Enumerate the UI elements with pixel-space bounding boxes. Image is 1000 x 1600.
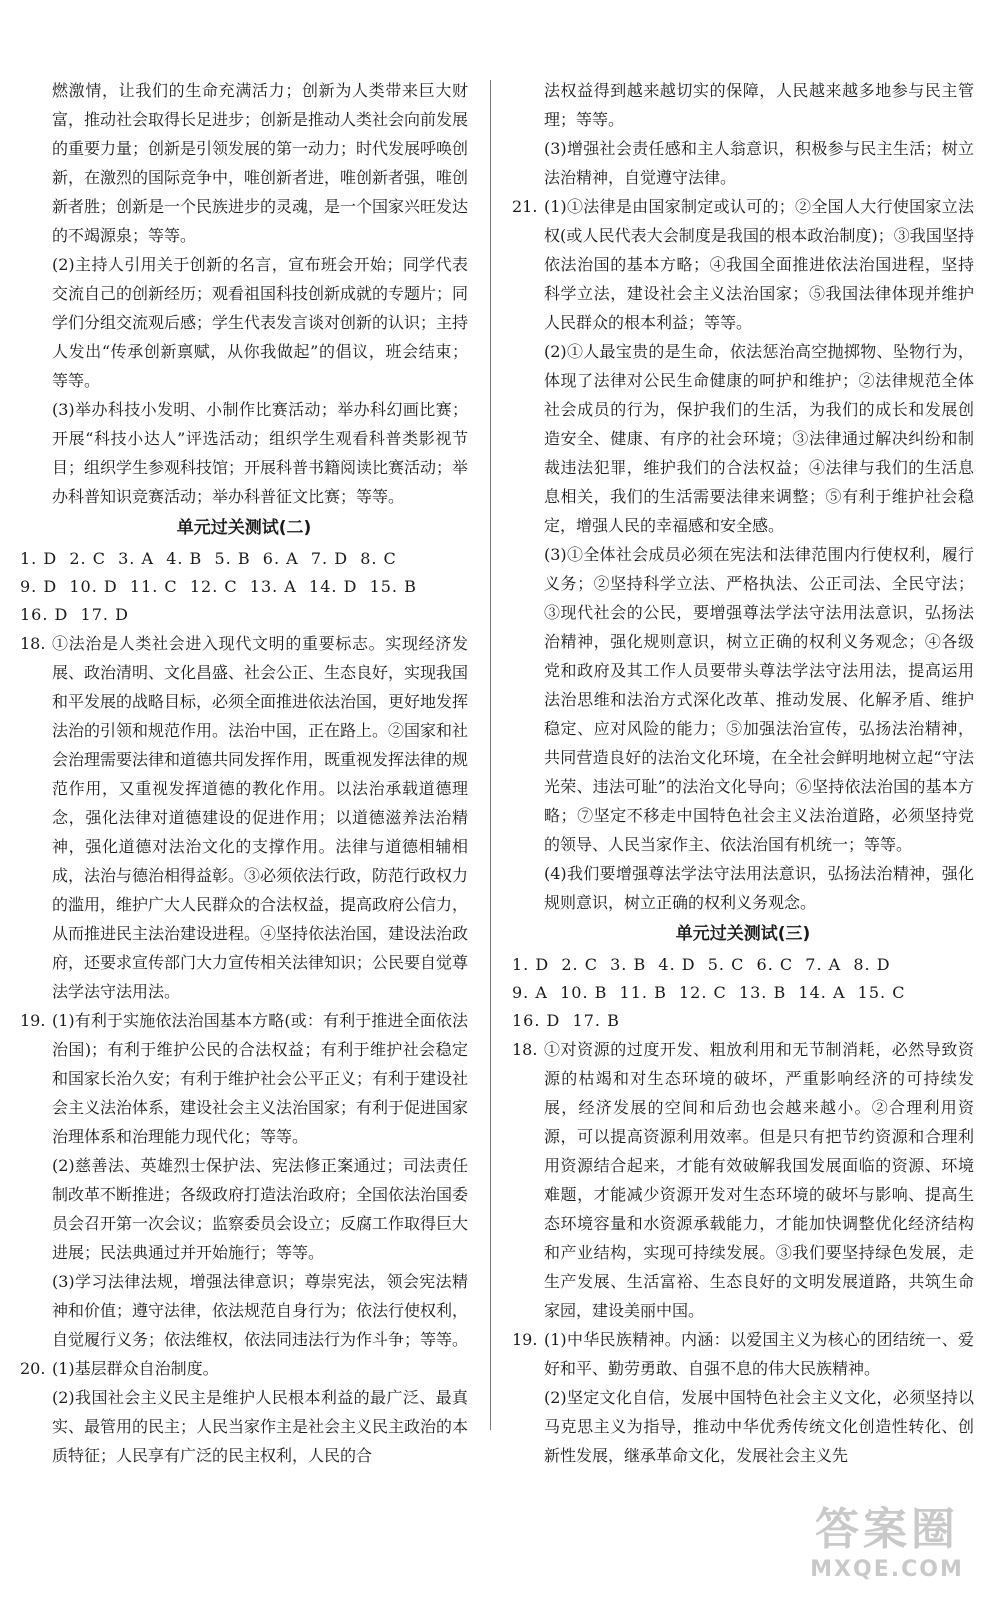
watermark-title: 答案圈 (815, 1504, 959, 1555)
paragraph: (3)学习法律法规，增强法律意识；尊崇宪法，领会宪法精神和价值；遵守法律，依法规范自身行为；依法行使权利，自觉履行义务；依法维权，依法同违法行为作斗争；等等。 (52, 1272, 469, 1349)
question-answer (20, 1354, 468, 1383)
choice-answers: 1. D 2. C 3. A 4. B 5. B 6. A 7. D 8. C (20, 549, 397, 568)
question-answer (512, 192, 974, 337)
question-number: 18. (512, 1040, 538, 1059)
choice-answers: 16. D 17. D (20, 605, 129, 624)
paragraph: (3)①全体社会成员必须在宪法和法律范围内行使权利，履行义务；②坚持科学立法、严格执法、公正司法、全民守法；③现代社会的公民，要增强尊法学法守法用法意识，弘扬法治精神，强化规则意识，树立正确的权利义务观念；④各级党和政府及其工作人员要带头尊法学法守法用法，提高运用法治思维和法治方式深化改革、推动发展、化解矛盾、维护稳定、应对风险的能力；⑤加强法治宣传，弘扬法治精神，共同营造良好的法治文化环境，在全社会鲜明地树立起“守法光荣、违法可耻”的法治文化导向；⑥坚持依法治国的基本方略；⑦坚定不移走中国特色社会主义法治道路，必须坚持党的领导、人民当家作主、依法治国有机统一；等等。 (544, 545, 974, 854)
choice-answers: 1. D 2. C 3. B 4. D 5. C 6. C 7. A 8. D (512, 955, 891, 974)
watermark-logo (782, 1504, 992, 1594)
paragraph: 法权益得到越来越切实的保障，人民越来越多地参与民主管理；等等。 (544, 81, 974, 129)
answer-text: (1)有利于实施依法治国基本方略(或：有利于推进全面依法治国)；有利于维护公民的合法权益；有利于维护社会稳定和国家长治久安；有利于维护社会公平正义；有利于建设社会主义法治体系，建设社会主义法治国家；有利于促进国家治理体系和治理能力现代化；等等。 (52, 1011, 469, 1146)
answer-text: ①对资源的过度开发、粗放利用和无节制消耗，必然导致资源的枯竭和对生态环境的破坏，严重影响经济的可持续发展，经济发展的空间和后劲也会越来越小。②合理利用资源，可以提高资源利用效率。但是只有把节约资源和合理利用资源结合起来，才能有效破解我国发展面临的资源、环境难题，才能减少资源开发对生态环境的破坏与影响、提高生态环境容量和水资源承载能力，才能加快调整优化经济结构和产业结构，实现可持续发展。③我们要坚持绿色发展，走生产发展、生活富裕、生态良好的文明发展道路，共筑生命家园，建设美丽中国。 (544, 1040, 974, 1320)
column-divider (490, 80, 491, 1430)
answer-text: (1)基层群众自治制度。 (52, 1359, 219, 1378)
question-number: 18. (20, 634, 46, 653)
section-title: 单元过关测试(二) (176, 518, 312, 538)
paragraph: (2)主持人引用关于创新的名言，宣布班会开始；同学代表交流自己的创新经历；观看祖国科技创新成就的专题片；同学们分组交流观后感；学生代表发言谈对创新的认识；主持人发出“传承创新禀赋，从你我做起”的倡议，班会结束；等等。 (52, 255, 469, 390)
question-number: 19. (512, 1330, 538, 1349)
paragraph: 燃激情，让我们的生命充满活力；创新为人类带来巨大财富，推动社会取得长足进步；创新是推动人类社会向前发展的重要力量；创新是引领发展的第一动力；时代发展呼唤创新，在激烈的国际竞争中，唯创新者进，唯创新者强，唯创新者胜；创新是一个民族进步的灵魂，是一个国家兴旺发达的不竭源泉；等等。 (52, 81, 469, 245)
right-column (512, 76, 974, 1470)
paragraph: (3)增强社会责任感和主人翁意识，积极参与民主生活；树立法治精神，自觉遵守法律。 (544, 139, 974, 187)
answer-text: (1)中华民族精神。内涵：以爱国主义为核心的团结统一、爱好和平、勤劳勇敢、自强不息的伟大民族精神。 (544, 1330, 974, 1378)
question-answer (512, 1035, 974, 1325)
question-answer (20, 1006, 468, 1151)
left-column (20, 76, 468, 1470)
paragraph: (2)①人最宝贵的是生命，依法惩治高空抛掷物、坠物行为，体现了法律对公民生命健康的呵护和维护；②法律规范全体社会成员的行为，保护我们的生活，为我们的成长和发展创造安全、健康、有序的社会环境；③法律通过解决纠纷和制裁违法犯罪，维护我们的合法权益；④法律与我们的生活息息相关，我们的生活需要法律来调整；⑤有利于维护社会稳定，增强人民的幸福感和安全感。 (544, 342, 974, 535)
question-number: 19. (20, 1011, 46, 1030)
choice-answers: 9. A 10. B 11. B 12. C 13. B 14. A 15. C (512, 983, 906, 1002)
question-number: 20. (20, 1359, 46, 1378)
answer-text: ①法治是人类社会进入现代文明的重要标志。实现经济发展、政治清明、文化昌盛、社会公正、生态良好，实现我国和平发展的战略目标，必须全面推进依法治国，更好地发挥法治的引领和规范作用。法治中国，正在路上。②国家和社会治理需要法律和道德共同发挥作用，既重视发挥法律的规范作用，又重视发挥道德的教化作用。以法治承载道德理念，强化法律对道德建设的促进作用；以道德滋养法治精神，强化道德对法治文化的支撑作用。法律与道德相辅相成，法治与德治相得益彰。③必须依法行政，防范行政权力的滥用，维护广大人民群众的合法权益，提高政府公信力，从而推进民主法治建设进程。④坚持依法治国，建设法治政府，还要求宣传部门大力宣传相关法律知识；公民要自觉尊法学法守法用法。 (52, 634, 469, 1001)
question-answer (512, 1325, 974, 1383)
answer-text: (1)①法律是由国家制定或认可的；②全国人大行使国家立法权(或人民代表大会制度是我国的根本政治制度)；③我国坚持依法治国的基本方略；④我国全面推进依法治国进程，坚持科学立法，建设社会主义法治国家；⑤我国法律体现并维护人民群众的根本利益；等等。 (544, 197, 974, 332)
section-title: 单元过关测试(三) (675, 924, 811, 944)
choice-answers: 16. D 17. B (512, 1011, 620, 1030)
question-number: 21. (512, 197, 538, 216)
paragraph: (3)举办科技小发明、小制作比赛活动；举办科幻画比赛；开展“科技小达人”评选活动；组织学生观看科普类影视节目；组织学生参观科技馆；开展科普书籍阅读比赛活动；举办科普知识竞赛活动；举办科普征文比赛；等等。 (52, 400, 469, 506)
paragraph: (2)慈善法、英雄烈士保护法、宪法修正案通过；司法责任制改革不断推进；各级政府打造法治政府；全国依法治国委员会召开第一次会议；监察委员会设立；反腐工作取得巨大进展；民法典通过并开始施行；等等。 (52, 1156, 469, 1262)
paragraph: (2)我国社会主义民主是维护人民根本利益的最广泛、最真实、最管用的民主；人民当家作主是社会主义民主政治的本质特征；人民享有广泛的民主权利，人民的合 (52, 1388, 469, 1465)
watermark-url: MXQE.COM (810, 1557, 964, 1582)
paragraph: (4)我们要增强尊法学法守法用法意识，弘扬法治精神，强化规则意识，树立正确的权利义务观念。 (544, 864, 974, 912)
question-answer (20, 629, 468, 1006)
choice-answers: 9. D 10. D 11. C 12. C 13. A 14. D 15. B (20, 577, 417, 596)
paragraph: (2)坚定文化自信，发展中国特色社会主义文化，必须坚持以马克思主义为指导，推动中华优秀传统文化创造性转化、创新性发展，继承革命文化，发展社会主义先 (544, 1388, 974, 1465)
